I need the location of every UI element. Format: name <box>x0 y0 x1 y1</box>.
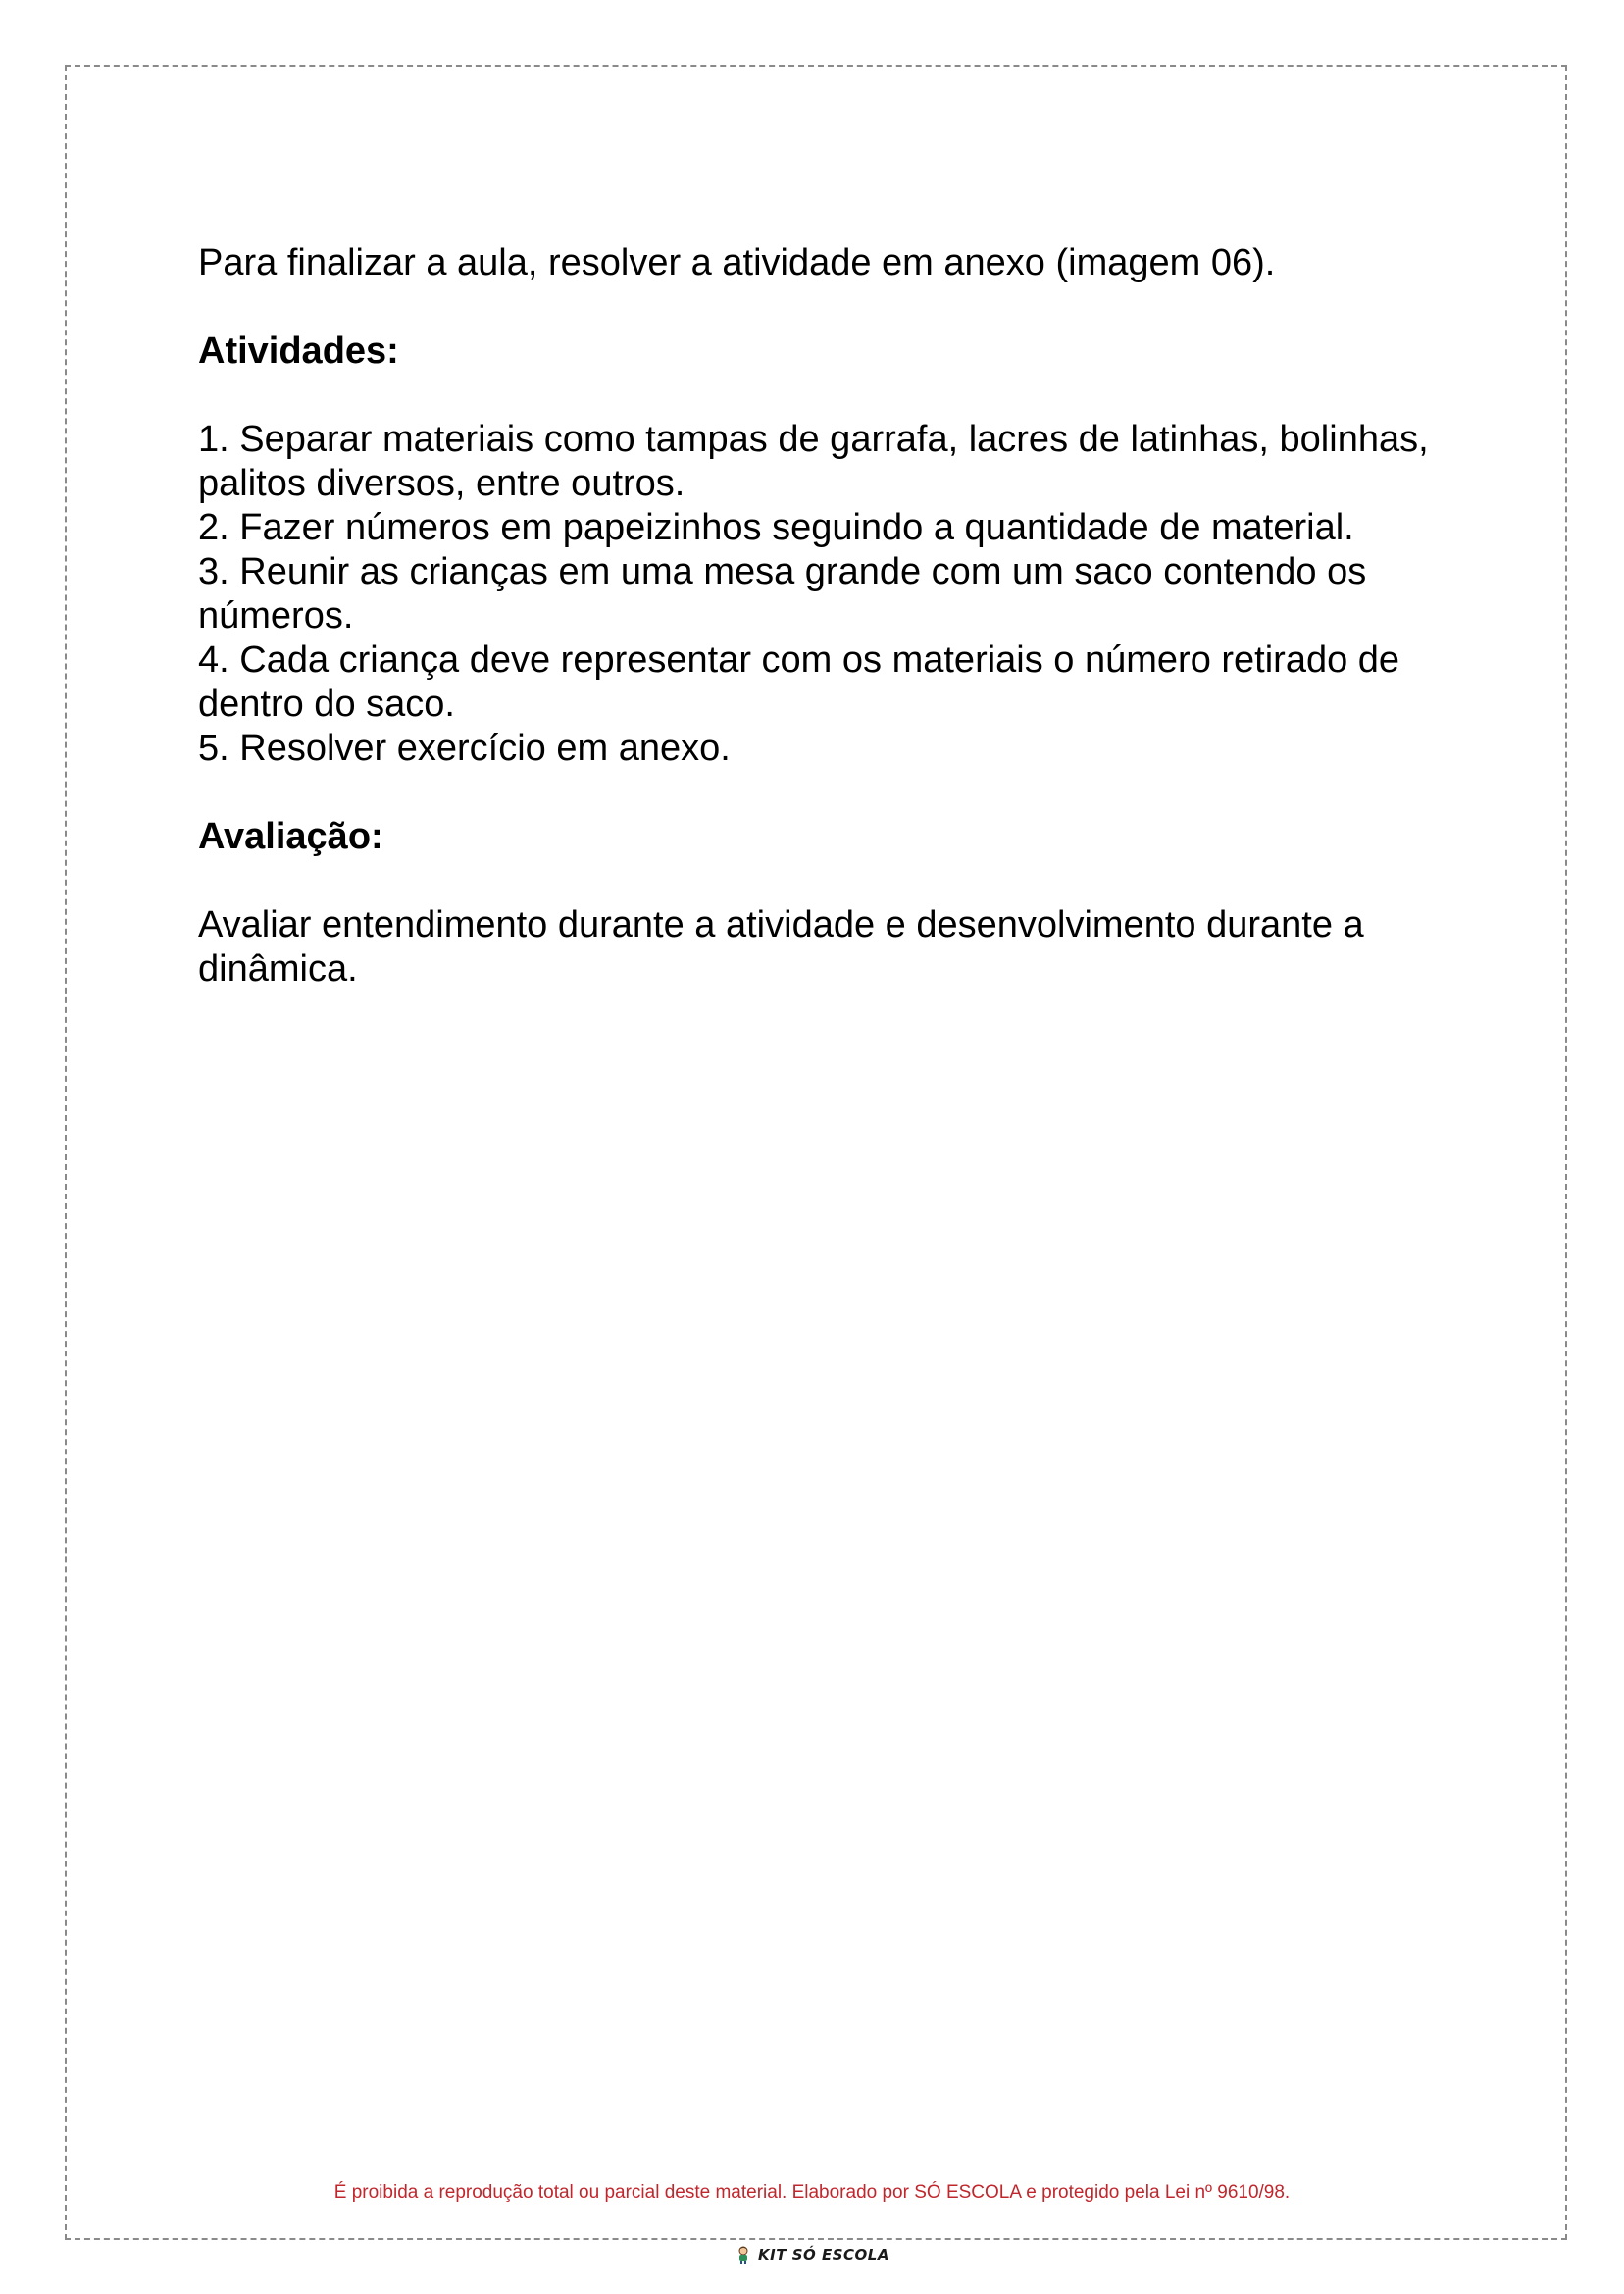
evaluation-heading: Avaliação: <box>198 816 383 857</box>
activities-list <box>198 418 1463 771</box>
brand-logo <box>0 2246 1624 2264</box>
activities-heading: Atividades: <box>198 331 399 372</box>
child-mascot-icon <box>735 2246 752 2264</box>
activity-item-3: 3. Reunir as crianças em uma mesa grande com um saco contendo os números. <box>198 551 1367 637</box>
activity-item-5: 5. Resolver exercício em anexo. <box>198 728 731 769</box>
evaluation-paragraph: Avaliar entendimento durante a atividade e desenvolvimento durante a dinâmica. <box>198 904 1364 990</box>
activity-item-1: 1. Separar materiais como tampas de garrafa, lacres de latinhas, bolinhas, palitos diversos, entre outros. <box>198 419 1429 504</box>
document-body <box>198 241 1463 992</box>
copyright-notice: É proibida a reprodução total ou parcial deste material. Elaborado por SÓ ESCOLA e protegido pela Lei nº 9610/98. <box>333 2182 1291 2203</box>
brand-name: KIT SÓ ESCOLA <box>758 2246 889 2264</box>
activity-item-2: 2. Fazer números em papeizinhos seguindo a quantidade de material. <box>198 507 1354 548</box>
activity-item-4: 4. Cada criança deve representar com os materiais o número retirado de dentro do saco. <box>198 639 1400 725</box>
intro-paragraph: Para finalizar a aula, resolver a atividade em anexo (imagem 06). <box>198 242 1276 283</box>
